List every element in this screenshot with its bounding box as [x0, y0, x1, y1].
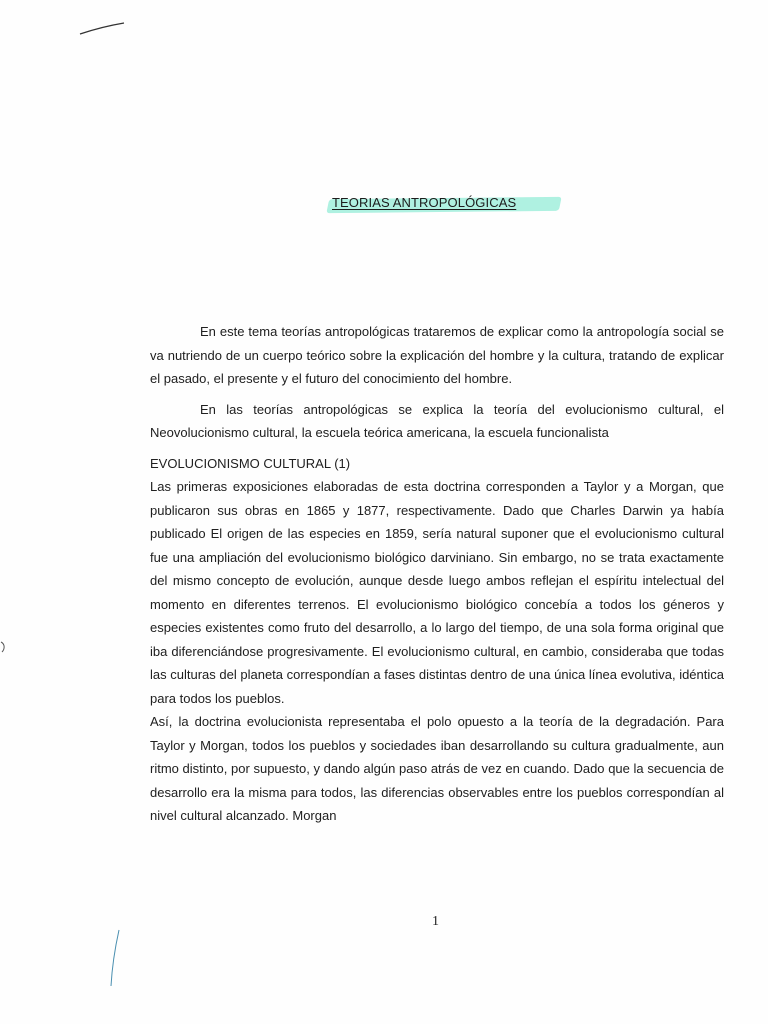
page-title: TEORIAS ANTROPOLÓGICAS	[332, 195, 517, 210]
intro-paragraph-1: En este tema teorías antropológicas trataremos de explicar como la antropología social se va nutriendo de un cuerpo teórico sobre la explicación del hombre y la cultura, tratando de explicar el pasado, el presente y el futuro del conocimiento del hombre.	[150, 324, 724, 386]
pen-stroke-mark-bottom	[108, 928, 122, 988]
intro-paragraph-2: En las teorías antropológicas se explica la teoría del evolucionismo cultural, el Neovolucionismo cultural, la escuela teórica americana, la escuela funcionalista	[150, 401, 724, 440]
section-paragraph-2: Así, la doctrina evolucionista representaba el polo opuesto a la teoría de la degradación. Para Taylor y Morgan, todos los pueblos y sociedades iban desarrollando su cultura gradualmente, aun ritmo distinto, por supuesto, y dando algún paso atrás de vez en cuando. Dado que la secuencia de desarrollo era la misma para todos, las diferencias observables entre los pueblos correspondían al nivel cultural alcanzado. Morgan	[150, 714, 724, 823]
section-paragraph-1: Las primeras exposiciones elaboradas de esta doctrina corresponden a Taylor y a Morgan, que publicaron sus obras en 1865 y 1877, respectivamente. Dado que Charles Darwin ya había publicado El origen de las especies en 1859, sería natural suponer que el evolucionismo cultural fue una ampliación del evolucionismo biológico darviniano. Sin embargo, no se trata exactamente del mismo concepto de evolución, aunque desde luego ambos reflejan el espíritu intelectual del momento en diferentes terrenos. El evolucionismo biológico concebía a todos los géneros y especies existentes como fruto del desarrollo, a lo largo del tiempo, de una sola forma original que iba diferenciándose progresivamente. El evolucionismo cultural, en cambio, consideraba que todas las culturas del planeta correspondían a fases distintas dentro de una única línea evolutiva, idéntica para todos los pueblos.	[150, 479, 724, 706]
page-number: 1	[432, 914, 439, 929]
pen-stroke-mark	[78, 22, 126, 36]
document-body	[150, 320, 724, 828]
section-heading: EVOLUCIONISMO CULTURAL (1)	[150, 455, 351, 471]
margin-mark	[0, 640, 8, 654]
title-block	[332, 193, 564, 217]
